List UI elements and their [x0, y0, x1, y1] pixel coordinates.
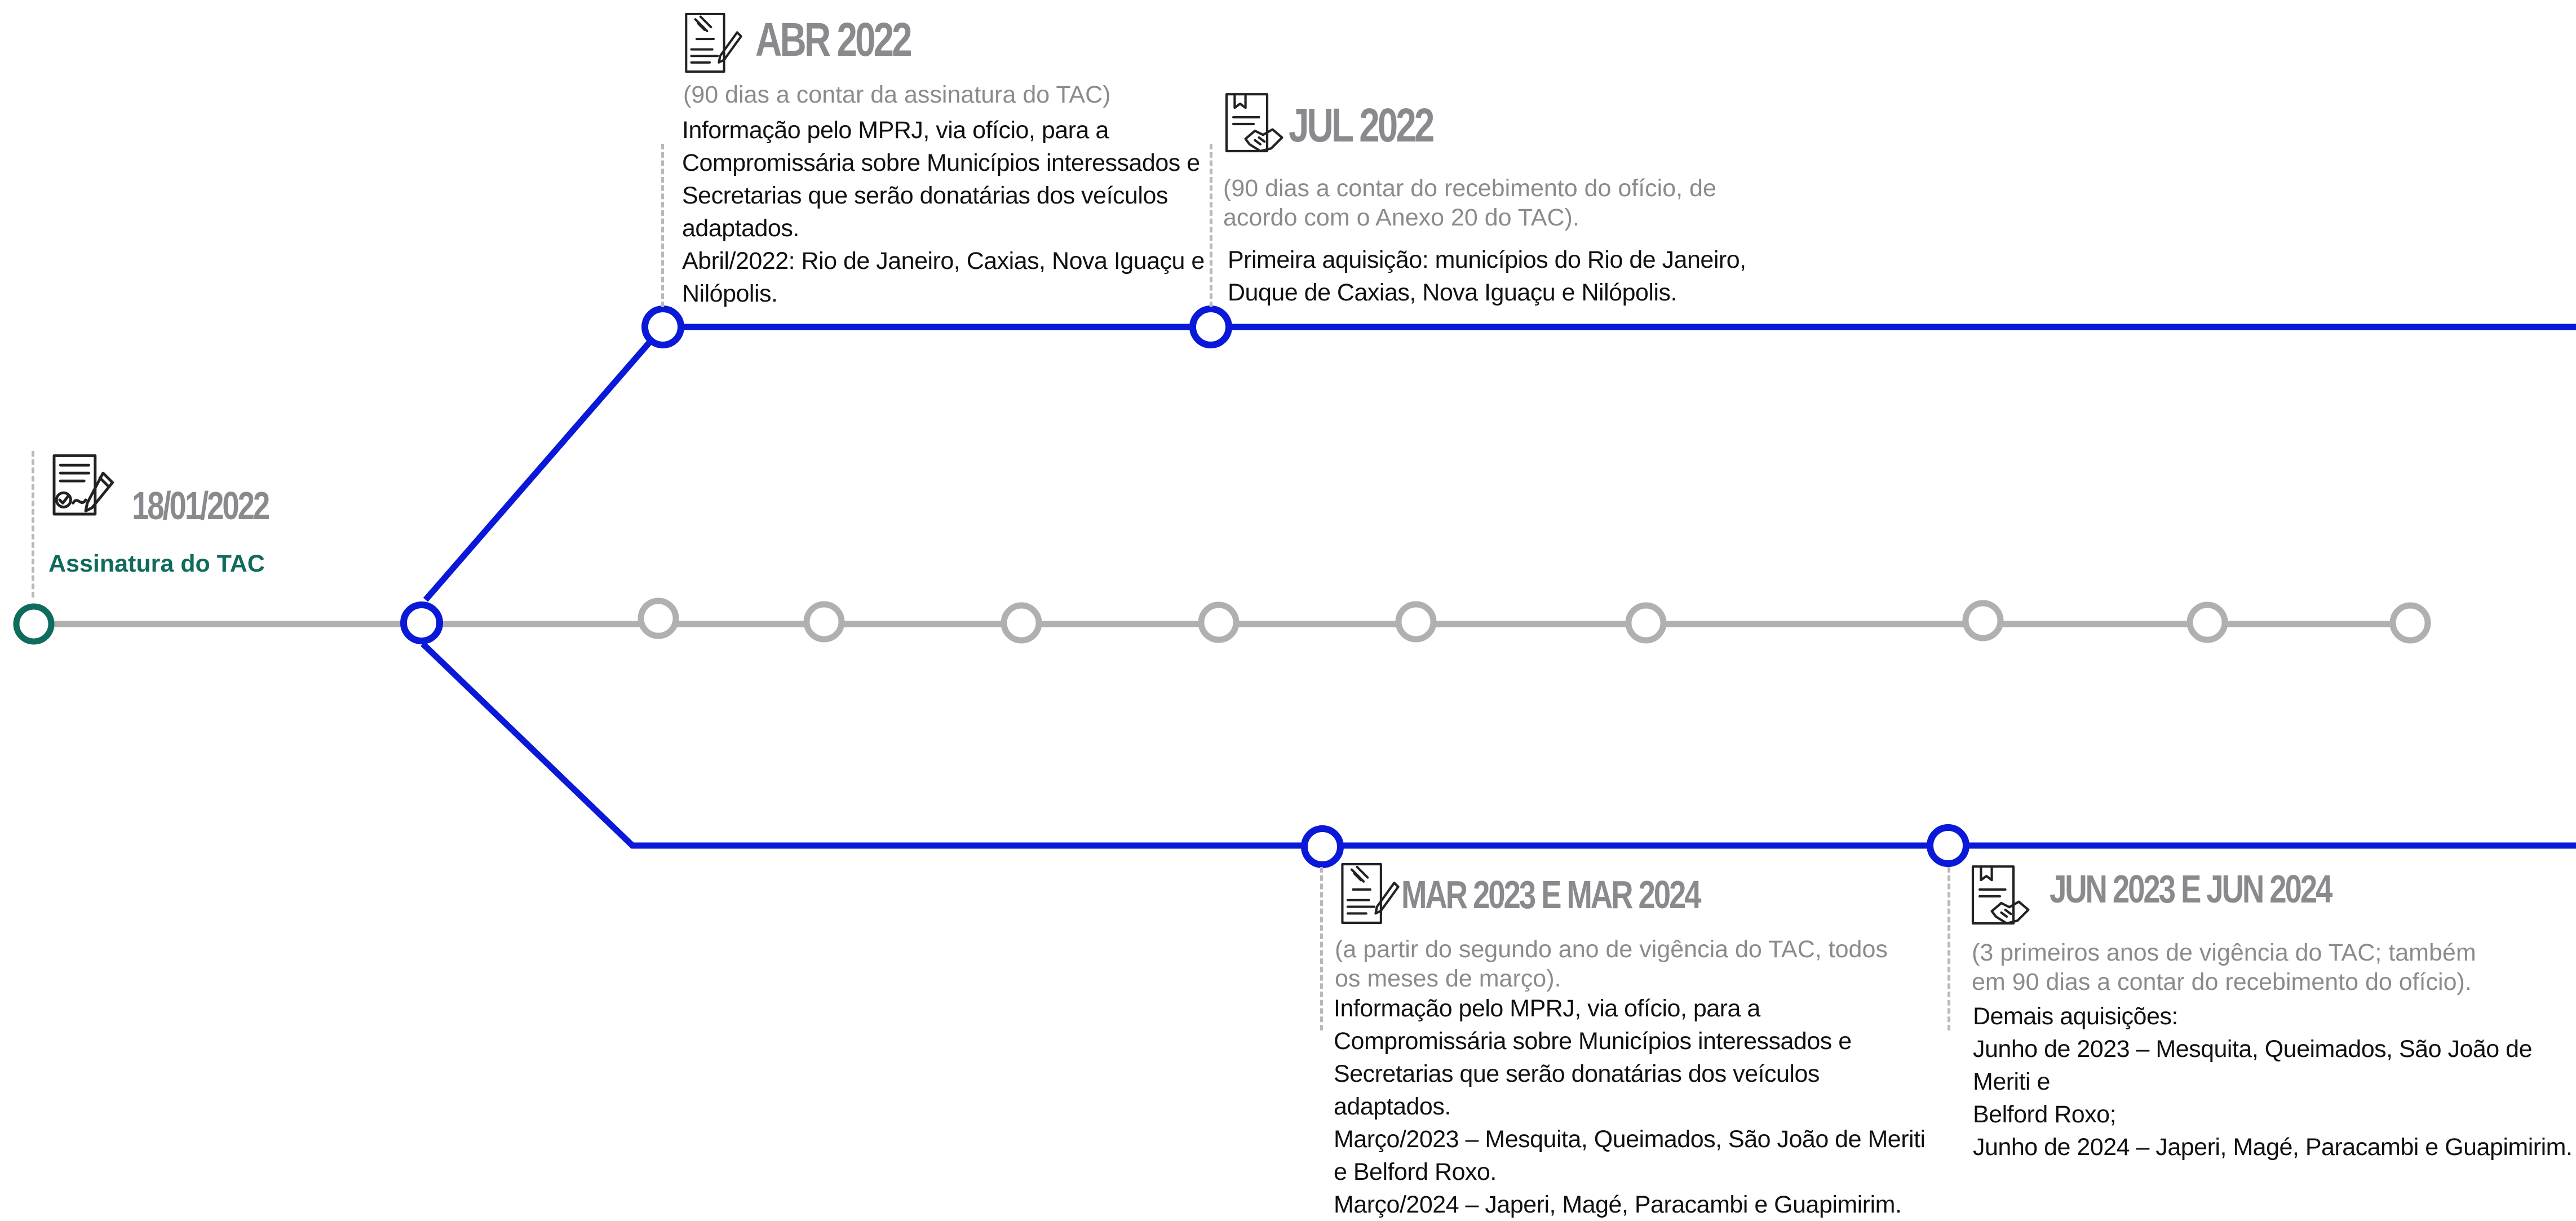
- judge-document-icon: [681, 10, 746, 78]
- text-line: Junho de 2024 – Japeri, Magé, Paracambi e Guapimirim.: [1973, 1134, 2573, 1161]
- note-line: acordo com o Anexo 20 do TAC).: [1223, 204, 1579, 231]
- text-line: adaptados.: [1334, 1093, 1451, 1120]
- text-line: adaptados.: [682, 215, 799, 242]
- text-line: Março/2023 – Mesquita, Queimados, São João de Meriti: [1334, 1126, 1926, 1153]
- jun-node: [1930, 828, 1966, 864]
- mar-text: [1334, 992, 1926, 1221]
- text-line: Compromissária sobre Municípios interessados e: [682, 149, 1200, 176]
- text-line: Belford Roxo;: [1973, 1101, 2117, 1128]
- mar-connector: [1320, 867, 1323, 1030]
- mar-note: [1335, 935, 1888, 993]
- text-line: Abril/2022: Rio de Janeiro, Caxias, Nova Iguaçu e: [682, 247, 1205, 275]
- text-line: Primeira aquisição: municípios do Rio de Janeiro,: [1228, 246, 1746, 273]
- trunk-node: [807, 604, 842, 639]
- jul2022-note: [1223, 174, 1716, 232]
- handshake-document-icon: [1220, 90, 1287, 161]
- trunk-node: [2393, 605, 2428, 640]
- abr2022-note: (90 dias a contar da assinatura do TAC): [683, 81, 1111, 108]
- trunk-node: [1398, 604, 1433, 639]
- start-date: 18/01/2022: [132, 484, 269, 528]
- trunk-node: [1628, 605, 1663, 640]
- start-connector: [32, 451, 34, 598]
- note-line: (90 dias a contar do recebimento do ofício, de: [1223, 175, 1716, 202]
- signed-document-icon: [46, 451, 125, 533]
- jun-connector: [1948, 867, 1950, 1030]
- lower-branch: [423, 644, 2576, 846]
- text-line: Duque de Caxias, Nova Iguaçu e Nilópolis.: [1228, 279, 1677, 306]
- text-line: Junho de 2023 – Mesquita, Queimados, São João de Meriti e: [1973, 1036, 2532, 1095]
- abr2022-text: [682, 114, 1205, 310]
- note-line: em 90 dias a contar do recebimento do ofício).: [1972, 968, 2472, 996]
- trunk-node: [2190, 605, 2225, 640]
- note-line: (3 primeiros anos de vigência do TAC; também: [1972, 939, 2476, 966]
- jun-title: JUN 2023 E JUN 2024: [2050, 867, 2331, 911]
- text-line: Março/2024 – Japeri, Magé, Paracambi e Guapimirim.: [1334, 1191, 1902, 1218]
- text-line: Informação pelo MPRJ, via ofício, para a: [682, 117, 1109, 144]
- jun-text: [1973, 1000, 2576, 1164]
- jul2022-connector: [1210, 144, 1212, 307]
- text-line: Secretarias que serão donatárias dos veículos: [1334, 1060, 1820, 1087]
- jun-note: [1972, 938, 2476, 997]
- mar-title: MAR 2023 E MAR 2024: [1401, 873, 1700, 917]
- trunk-node: [641, 601, 676, 636]
- trunk-node: [1966, 603, 2000, 638]
- trunk-node: [1201, 605, 1236, 640]
- note-line: (a partir do segundo ano de vigência do TAC, todos: [1335, 936, 1888, 963]
- text-line: e Belford Roxo.: [1334, 1158, 1497, 1185]
- branch-node: [404, 605, 440, 641]
- judge-document-icon: [1337, 860, 1404, 930]
- note-line: os meses de março).: [1335, 965, 1561, 992]
- start-label: Assinatura do TAC: [48, 550, 265, 577]
- text-line: Compromissária sobre Municípios interessados e: [1334, 1028, 1852, 1055]
- abr2022-title: ABR 2022: [755, 13, 910, 66]
- jul2022-node: [1193, 309, 1229, 345]
- upper-branch: [426, 327, 2576, 600]
- text-line: Secretarias que serão donatárias dos veículos: [682, 182, 1168, 209]
- jul2022-title: JUL 2022: [1289, 99, 1433, 152]
- abr2022-connector: [661, 144, 664, 307]
- text-line: Nilópolis.: [682, 280, 778, 307]
- abr2022-node: [645, 309, 681, 345]
- jul2022-text: [1228, 244, 1746, 309]
- text-line: Informação pelo MPRJ, via ofício, para a: [1334, 995, 1760, 1022]
- handshake-document-icon: [1966, 862, 2034, 933]
- trunk-node: [1004, 605, 1039, 640]
- mar-node: [1304, 829, 1340, 865]
- start-node: [16, 607, 51, 642]
- text-line: Demais aquisições:: [1973, 1003, 2178, 1030]
